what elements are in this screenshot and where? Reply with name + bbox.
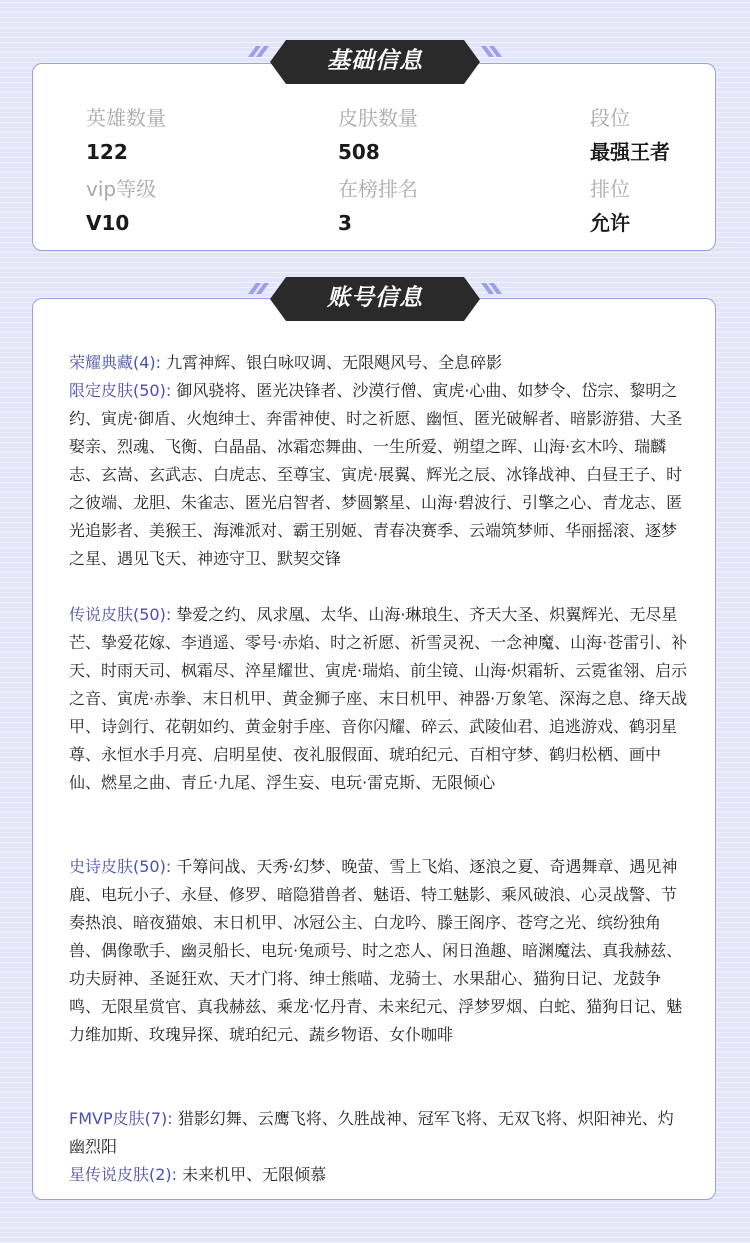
category-items: 未来机甲、无限倾慕 xyxy=(182,1165,327,1184)
stat-value: 3 xyxy=(338,211,352,235)
stat-skin-count xyxy=(338,106,418,164)
category-items: 挚爱之约、凤求凰、太华、山海·琳琅生、齐天大圣、炽翼辉光、无尽星芒、挚爱花嫁、李逍遥、零号·赤焰、时之祈愿、祈雪灵祝、一念神魔、山海·苍雷引、补天、时雨天司、枫霜尽、淬星耀世、寅虎·瑞焰、前尘镜、山海·炽霜斩、云霓雀翎、启示之音、寅虎·赤拳、末日机甲、黄金狮子座、末日机甲、神器·万象笔、深海之息、绛天战甲、诗剑行、花朝如约、黄金射手座、音你闪耀、碎云、武陵仙君、追逃游戏、鹤羽星尊、永恒水手月亮、启明星使、夜礼服假面、琥珀纪元、百相守梦、鹤归松栖、画中仙、燃星之曲、青丘·九尾、浮生妄、电玩·雷克斯、无限倾心 xyxy=(69,605,688,792)
category-items: 猎影幻舞、云鹰飞将、久胜战神、冠军飞将、无双飞将、炽阳神光、灼幽烈阳 xyxy=(69,1109,674,1156)
stat-hero-count xyxy=(86,106,166,164)
stat-value: 508 xyxy=(338,140,380,164)
banner-title: 账号信息 xyxy=(327,285,423,311)
stat-vip-level xyxy=(86,177,156,235)
basic-info-card xyxy=(32,63,716,251)
category-legend-skins xyxy=(69,601,689,797)
stat-label: 排位 xyxy=(590,177,630,201)
category-limited-skins xyxy=(69,377,689,573)
stat-value: 允许 xyxy=(590,211,630,235)
stat-label: 皮肤数量 xyxy=(338,106,418,130)
category-fmvp-skins xyxy=(69,1105,689,1161)
category-label: 史诗皮肤(50): xyxy=(69,857,172,876)
category-label: 星传说皮肤(2): xyxy=(69,1165,178,1184)
category-items: 九霄神辉、银白咏叹调、无限飓风号、全息碎影 xyxy=(166,353,503,372)
account-info-card xyxy=(32,298,716,1200)
stat-value: V10 xyxy=(86,211,130,235)
category-star-legend-skins xyxy=(69,1161,689,1189)
category-label: 限定皮肤(50): xyxy=(69,381,172,400)
category-label: 荣耀典藏(4): xyxy=(69,353,162,372)
banner-title: 基础信息 xyxy=(327,48,423,74)
category-label: FMVP皮肤(7): xyxy=(69,1109,173,1128)
stat-label: vip等级 xyxy=(86,177,157,201)
category-items: 千筹问战、天秀·幻梦、晚萤、雪上飞焰、逐浪之夏、奇遇舞章、遇见神鹿、电玩小子、永昼、修罗、暗隐猎兽者、魅语、特工魅影、乘风破浪、心灵战警、节奏热浪、暗夜猫娘、末日机甲、冰冠公主、白龙吟、滕王阁序、苍穹之光、缤纷独角兽、偶像歌手、幽灵船长、电玩·兔顽号、时之恋人、闲日渔趣、暗渊魔法、真我赫兹、功夫厨神、圣诞狂欢、天才门将、绅士熊喵、龙骑士、水果甜心、猫狗日记、龙鼓争鸣、无限星赏官、真我赫兹、乘龙·忆丹青、未来纪元、浮梦罗烟、白蛇、猫狗日记、魅力维加斯、玫瑰异探、琥珀纪元、蔬乡物语、女仆咖啡 xyxy=(69,857,683,1044)
basic-info-banner xyxy=(248,38,502,86)
account-info-banner xyxy=(248,275,502,323)
stat-label: 在榜排名 xyxy=(338,177,418,201)
stat-label: 段位 xyxy=(590,106,630,130)
stat-rank-tier xyxy=(590,106,670,164)
category-honor-collection xyxy=(69,349,689,377)
stat-label: 英雄数量 xyxy=(86,106,166,130)
stat-value: 最强王者 xyxy=(590,140,670,164)
stat-value: 122 xyxy=(86,140,128,164)
stat-leaderboard-rank xyxy=(338,177,418,235)
stat-ranked-allowed xyxy=(590,177,630,235)
category-epic-skins xyxy=(69,853,689,1049)
category-items: 御风骁将、匿光决锋者、沙漠行僧、寅虎·心曲、如梦令、岱宗、黎明之约、寅虎·御盾、火炮绅士、奔雷神使、时之祈愿、幽恒、匿光破解者、暗影游猎、大圣娶亲、烈魂、飞衡、白晶晶、冰霜恋舞曲、一生所爱、朔望之晖、山海·玄木吟、瑞麟志、玄嵩、玄武志、白虎志、至尊宝、寅虎·展翼、辉光之辰、冰锋战神、白昼王子、时之彼端、龙胆、朱雀志、匿光启智者、梦圆繁星、山海·碧波行、引擎之心、青龙志、匿光追影者、美猴王、海滩派对、霸王别姬、青春决赛季、云端筑梦师、华丽摇滚、逐梦之星、遇见飞天、神迹守卫、默契交锋 xyxy=(69,381,683,568)
category-label: 传说皮肤(50): xyxy=(69,605,172,624)
